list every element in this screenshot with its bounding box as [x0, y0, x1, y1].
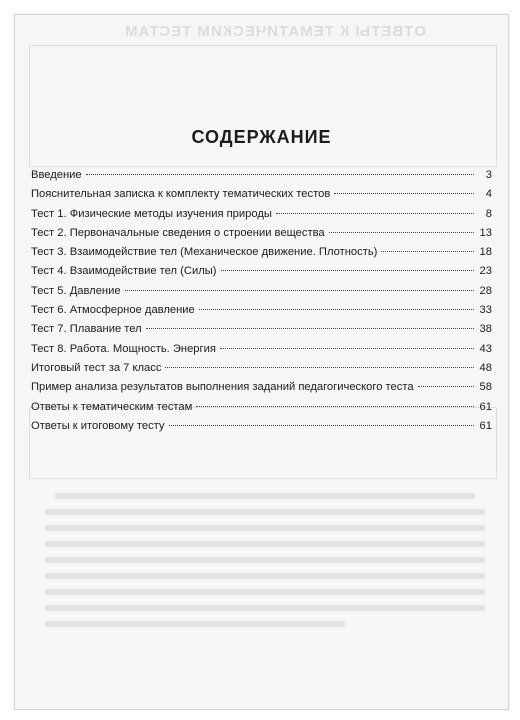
bleed-through-line [45, 605, 485, 611]
toc-entry-title: Тест 2. Первоначальные сведения о строении вещества [31, 226, 325, 239]
dot-leader [418, 386, 474, 387]
bleed-through-heading: ОТВЕТЫ К ТЕМАТИЧЕСКИМ ТЕСТАМ [124, 23, 426, 40]
toc-page-number: 13 [479, 226, 492, 239]
dot-leader [165, 367, 474, 368]
dot-leader [334, 193, 474, 194]
toc-entry [31, 285, 492, 304]
toc-page-number: 4 [485, 188, 492, 201]
contents-title: СОДЕРЖАНИЕ [191, 127, 332, 147]
toc-entry [31, 265, 492, 284]
toc-entry [31, 323, 492, 342]
toc-page-number: 18 [479, 246, 492, 259]
dot-leader [329, 232, 474, 233]
dot-leader [169, 425, 474, 426]
toc-entry-title: Тест 1. Физические методы изучения природы [31, 207, 272, 220]
dot-leader [276, 213, 474, 214]
toc-entry-title: Тест 4. Взаимодействие тел (Силы) [31, 265, 217, 278]
dot-leader [125, 290, 474, 291]
bleed-through-line [45, 541, 485, 547]
toc-entry [31, 246, 492, 265]
toc-entry [31, 169, 492, 188]
table-of-contents [31, 169, 492, 439]
toc-entry-title: Ответы к итоговому тесту [31, 419, 165, 432]
dot-leader [146, 328, 474, 329]
toc-page-number: 43 [479, 342, 492, 355]
toc-entry [31, 227, 492, 246]
toc-entry [31, 381, 492, 400]
dot-leader [86, 174, 474, 175]
toc-page-number: 33 [479, 304, 492, 317]
toc-entry-title: Введение [31, 169, 82, 181]
toc-entry [31, 208, 492, 227]
toc-entry-title: Тест 5. Давление [31, 284, 121, 297]
bleed-through-line [45, 589, 485, 595]
dot-leader [199, 309, 474, 310]
bleed-through-line [45, 621, 345, 627]
toc-page-number: 58 [479, 381, 492, 394]
toc-entry-title: Пояснительная записка к комплекту тематических тестов [31, 188, 331, 201]
book-page [14, 14, 509, 710]
dot-leader [221, 270, 475, 271]
toc-page-number: 8 [485, 207, 492, 220]
bleed-through-line [45, 557, 485, 563]
toc-page-number: 61 [479, 400, 492, 413]
toc-entry [31, 304, 492, 323]
toc-entry [31, 343, 492, 362]
bleed-through-line [55, 493, 475, 499]
bleed-through-table-top [29, 45, 497, 167]
toc-entry-title: Тест 7. Плавание тел [31, 323, 142, 336]
dot-leader [196, 406, 474, 407]
toc-entry [31, 188, 492, 207]
toc-entry-title: Тест 8. Работа. Мощность. Энергия [31, 342, 216, 355]
toc-entry [31, 401, 492, 420]
toc-entry-title: Пример анализа результатов выполнения заданий педагогического теста [31, 381, 414, 394]
dot-leader [220, 348, 474, 349]
toc-entry-title: Итоговый тест за 7 класс [31, 361, 162, 374]
dot-leader [381, 251, 474, 252]
toc-page-number: 28 [479, 284, 492, 297]
toc-page-number: 61 [479, 419, 492, 432]
toc-entry [31, 420, 492, 439]
toc-page-number: 3 [485, 169, 492, 181]
toc-page-number: 38 [479, 323, 492, 336]
toc-entry [31, 362, 492, 381]
toc-page-number: 23 [479, 265, 492, 278]
bleed-through-line [45, 525, 485, 531]
bleed-through-line [45, 509, 485, 515]
toc-page-number: 48 [479, 361, 492, 374]
bleed-through-line [45, 573, 485, 579]
toc-entry-title: Тест 6. Атмосферное давление [31, 304, 195, 317]
toc-entry-title: Тест 3. Взаимодействие тел (Механическое движение. Плотность) [31, 246, 378, 259]
toc-entry-title: Ответы к тематическим тестам [31, 400, 193, 413]
